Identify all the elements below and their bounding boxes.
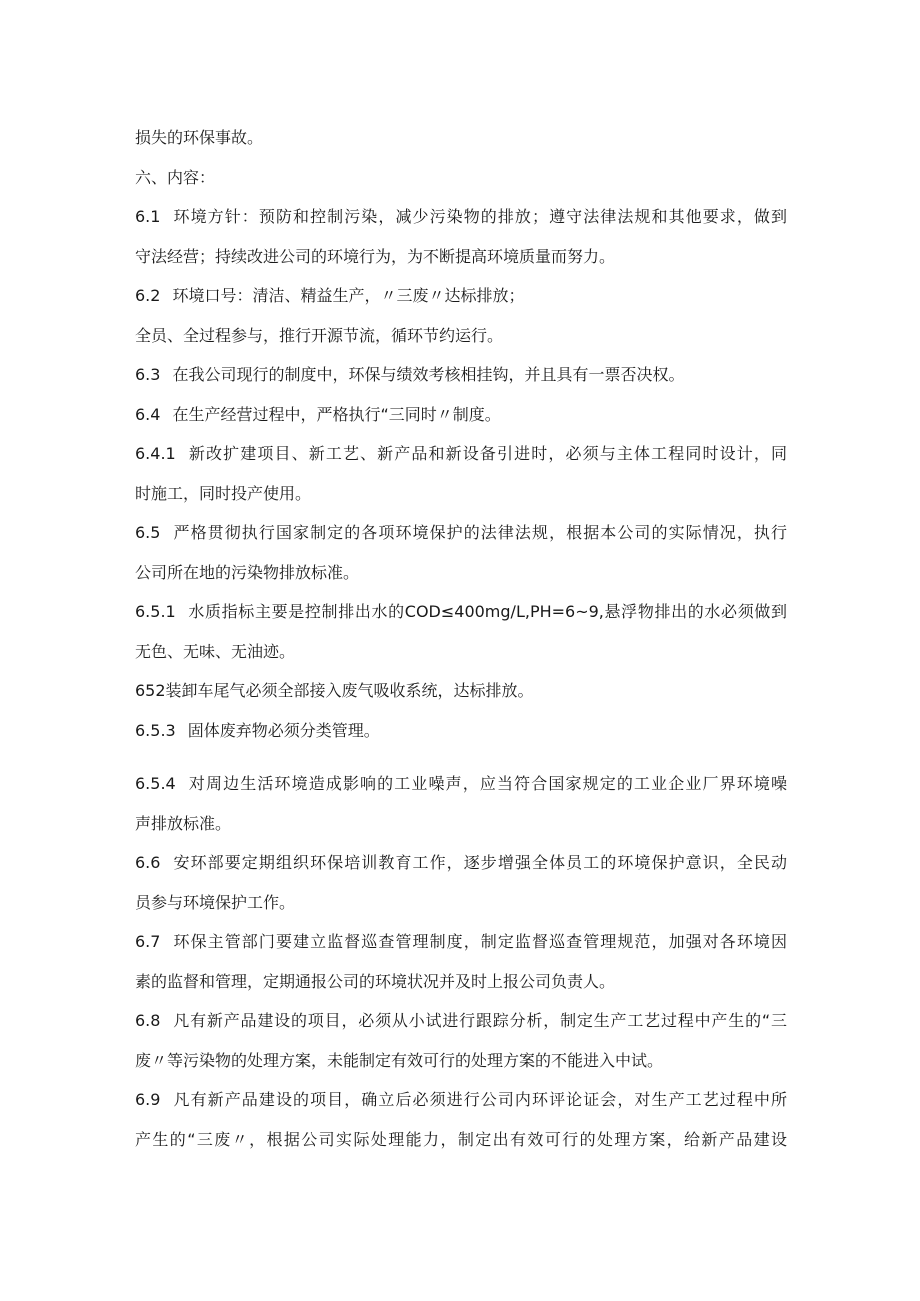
clause-number: 6.4.1 [135, 444, 176, 463]
line-text: 在生产经营过程中，严格执行“三同时〃制度。 [172, 404, 501, 424]
line-text: 废〃等污染物的处理方案，未能制定有效可行的处理方案的不能进入中试。 [135, 1050, 664, 1070]
line-text: 无色、无味、无油迹。 [135, 641, 296, 661]
line-text: 水质指标主要是控制排出水的COD≤400mg∕L,PH=6~9,悬浮物排出的水必须做到 [187, 602, 787, 621]
clause-6-4-1 [135, 434, 787, 474]
clause-number: 6.5.4 [135, 774, 176, 793]
clause-6-1 [135, 197, 787, 237]
document-body [135, 118, 787, 1159]
clause-number: 6.1 [135, 207, 161, 226]
clause-number: 6.7 [135, 932, 161, 951]
line-text: 声排放标准。 [135, 813, 232, 833]
clause-number: 6.6 [135, 853, 161, 872]
line-text: 严格贯彻执行国家制定的各项环境保护的法律法规，根据本公司的实际情况，执行 [172, 523, 787, 542]
line-text: 产生的“三废〃，根据公司实际处理能力，制定出有效可行的处理方案，给新产品建设 [135, 1129, 787, 1149]
text-line [135, 632, 787, 672]
clause-6-3 [135, 355, 787, 395]
line-text: 六、内容： [135, 167, 216, 187]
clause-6-4 [135, 395, 787, 435]
clause-number: 6.5.3 [135, 720, 176, 740]
clause-number: 6.9 [135, 1090, 161, 1109]
text-line [135, 1120, 787, 1160]
line-text: 环保主管部门要建立监督巡查管理制度，制定监督巡查管理规范，加强对各环境因 [172, 932, 787, 951]
paragraph-gap [135, 750, 787, 764]
line-text: 对周边生活环境造成影响的工业噪声，应当符合国家规定的工业企业厂界环境噪 [187, 774, 787, 793]
line-text: 固体废弃物必须分类管理。 [187, 720, 380, 740]
clause-number: 6.5.1 [135, 602, 176, 621]
text-line [135, 237, 787, 277]
clause-6-5-4 [135, 764, 787, 804]
clause-6-6 [135, 843, 787, 883]
line-text: 全员、全过程参与，推行开源节流，循环节约运行。 [135, 325, 504, 345]
clause-number: 6.3 [135, 365, 161, 384]
line-text: 环境口号：清洁、精益生产，〃三废〃达标排放； [172, 286, 525, 305]
line-text: 守法经营；持续改进公司的环境行为，为不断提高环境质量而努力。 [135, 246, 616, 266]
clause-6-5 [135, 513, 787, 553]
clause-number: 6.4 [135, 404, 161, 424]
clause-6-5-1 [135, 592, 787, 632]
line-text: 凡有新产品建设的项目，必须从小试进行跟踪分析，制定生产工艺过程中产生的“三 [172, 1011, 787, 1030]
line-text: 公司所在地的污染物排放标准。 [135, 562, 360, 582]
clause-number: 6.5 [135, 523, 161, 542]
line-text: 员参与环境保护工作。 [135, 892, 296, 912]
text-line [135, 474, 787, 514]
text-line [135, 1041, 787, 1081]
clause-6-7 [135, 922, 787, 962]
text-line [135, 962, 787, 1002]
line-text: 素的监督和管理，定期通报公司的环境状况并及时上报公司负责人。 [135, 971, 616, 991]
line-text: 凡有新产品建设的项目，确立后必须进行公司内环评论证会，对生产工艺过程中所 [172, 1090, 787, 1109]
line-text: 环境方针：预防和控制污染，减少污染物的排放；遵守法律法规和其他要求，做到 [172, 207, 787, 226]
clause-6-9 [135, 1080, 787, 1120]
clause-number: 6.8 [135, 1011, 161, 1030]
text-line [135, 118, 787, 158]
clause-number: 6.2 [135, 286, 161, 305]
section-heading [135, 158, 787, 198]
text-line [135, 553, 787, 593]
line-text: 安环部要定期组织环保培训教育工作，逐步增强全体员工的环境保护意识，全民动 [172, 853, 787, 872]
line-text: 损失的环保事故。 [135, 128, 264, 147]
clause-6-5-2 [135, 671, 787, 711]
line-text: 在我公司现行的制度中，环保与绩效考核相挂钩，并且具有一票否决权。 [172, 365, 685, 384]
clause-6-2 [135, 276, 787, 316]
line-text: 新改扩建项目、新工艺、新产品和新设备引进时，必须与主体工程同时设计，同 [187, 444, 787, 463]
line-text: 652装卸车尾气必须全部接入废气吸收系统，达标排放。 [135, 681, 534, 700]
clause-6-8 [135, 1001, 787, 1041]
text-line [135, 316, 787, 356]
text-line [135, 804, 787, 844]
text-line [135, 883, 787, 923]
line-text: 时施工，同时投产使用。 [135, 483, 312, 503]
clause-6-5-3 [135, 711, 787, 751]
